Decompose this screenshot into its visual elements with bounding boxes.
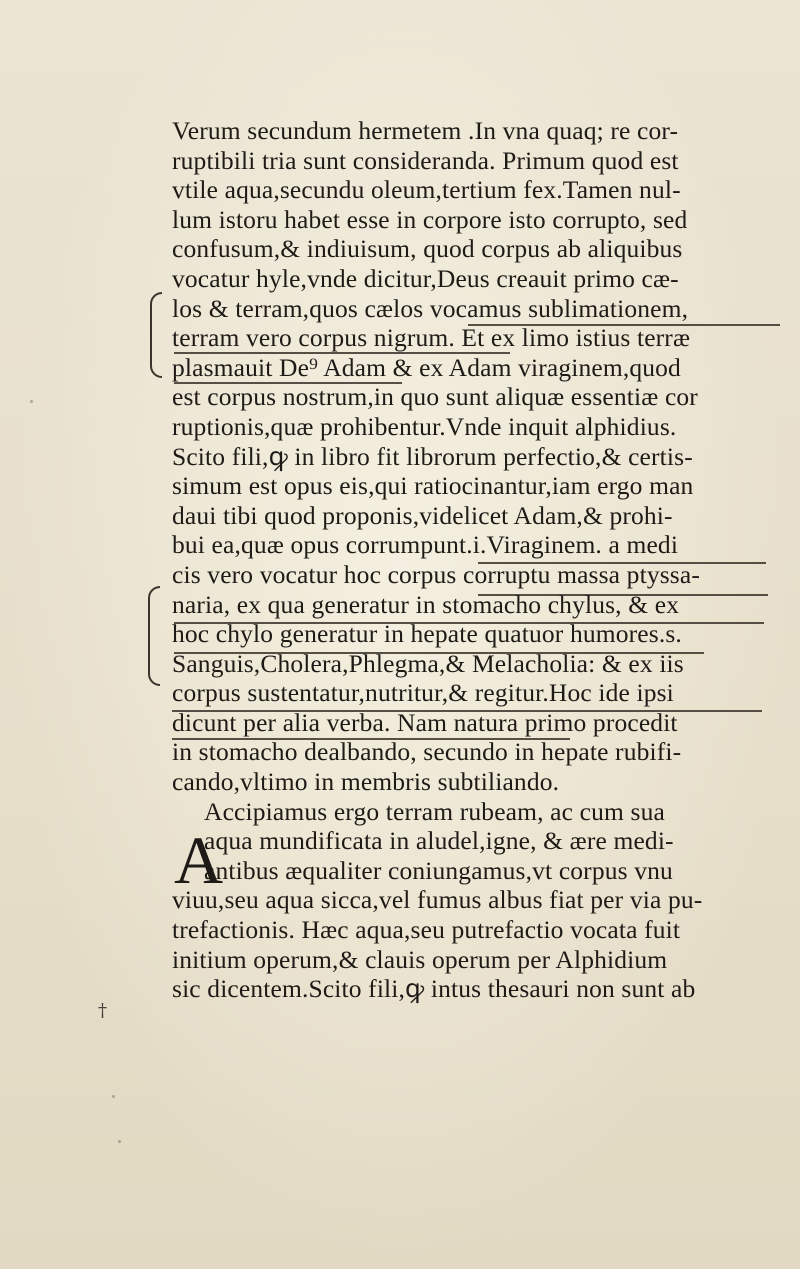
text-line: naria, ex qua generatur in stomacho chylus, & ex	[172, 589, 680, 619]
ink-speck	[118, 1140, 121, 1143]
text-line: bui ea,quæ opus corrumpunt.i.Viraginem. a medi	[172, 530, 679, 560]
drop-cap: A	[174, 822, 224, 898]
text-line: Sanguis,Cholera,Phlegma,& Melacholia: & ex iis	[172, 648, 684, 678]
text-line: plasmauit De⁹ Adam & ex Adam viraginem,quod	[172, 352, 681, 382]
ink-speck	[30, 400, 33, 403]
text-line: aqua mundificata in aludel,igne, & ære medi-	[204, 826, 674, 856]
text-line: hoc chylo generatur in hepate quatuor humores.s.	[172, 619, 682, 649]
text-line: confusum,& indiuisum, quod corpus ab aliquibus	[172, 234, 683, 264]
text-line: trefactionis. Hæc aqua,seu putrefactio vocata fuit	[172, 915, 681, 945]
text-line: terram vero corpus nigrum. Et ex limo istius terræ	[172, 323, 691, 353]
margin-mark: †	[98, 1000, 107, 1021]
text-line: ruptibili tria sunt consideranda. Primum quod est	[172, 145, 679, 175]
text-line: Scito fili,ꝙ in libro fit librorum perfectio,& certis-	[172, 441, 693, 471]
text-line: simum est opus eis,qui ratiocinantur,iam ergo man	[172, 471, 694, 501]
text-line: in stomacho dealbando, secundo in hepate rubifi-	[172, 737, 682, 767]
text-line: antibus æqualiter coniungamus,vt corpus vnu	[204, 855, 673, 885]
text-line: Verum secundum hermetem .In vna quaq; re cor-	[172, 116, 679, 145]
text-line: viuu,seu aqua sicca,vel fumus albus fiat per via pu-	[172, 885, 703, 915]
text-line: cando,vltimo in membris subtiliando.	[172, 767, 560, 797]
ink-speck	[112, 1095, 115, 1098]
text-line: cis vero vocatur hoc corpus corruptu massa ptyssa-	[172, 559, 700, 589]
text-line: Accipiamus ergo terram rubeam, ac cum sua	[204, 796, 665, 826]
text-line: est corpus nostrum,in quo sunt aliquæ essentiæ cor	[172, 382, 698, 412]
text-line: ruptionis,quæ prohibentur.Vnde inquit alphidius.	[172, 411, 677, 441]
text-line: vtile aqua,secundu oleum,tertium fex.Tamen nul-	[172, 175, 681, 205]
text-line: los & terram,quos cælos vocamus sublimationem,	[172, 293, 689, 323]
margin-bracket-upper	[150, 292, 162, 378]
text-line: vocatur hyle,vnde dicitur,Deus creauit primo cæ-	[172, 263, 679, 293]
margin-bracket-lower	[148, 586, 160, 686]
text-line: lum istoru habet esse in corpore isto corrupto, sed	[172, 204, 688, 234]
main-text	[172, 116, 782, 1004]
text-line: dicunt per alia verba. Nam natura primo procedit	[172, 707, 678, 737]
text-line: corpus sustentatur,nutritur,& regitur.Hoc ide ipsi	[172, 678, 674, 708]
text-line: initium operum,& clauis operum per Alphidium	[172, 944, 668, 974]
text-line: daui tibi quod proponis,videlicet Adam,& prohi-	[172, 500, 673, 530]
text-line: sic dicentem.Scito fili,ꝙ intus thesauri non sunt ab	[172, 974, 696, 1004]
